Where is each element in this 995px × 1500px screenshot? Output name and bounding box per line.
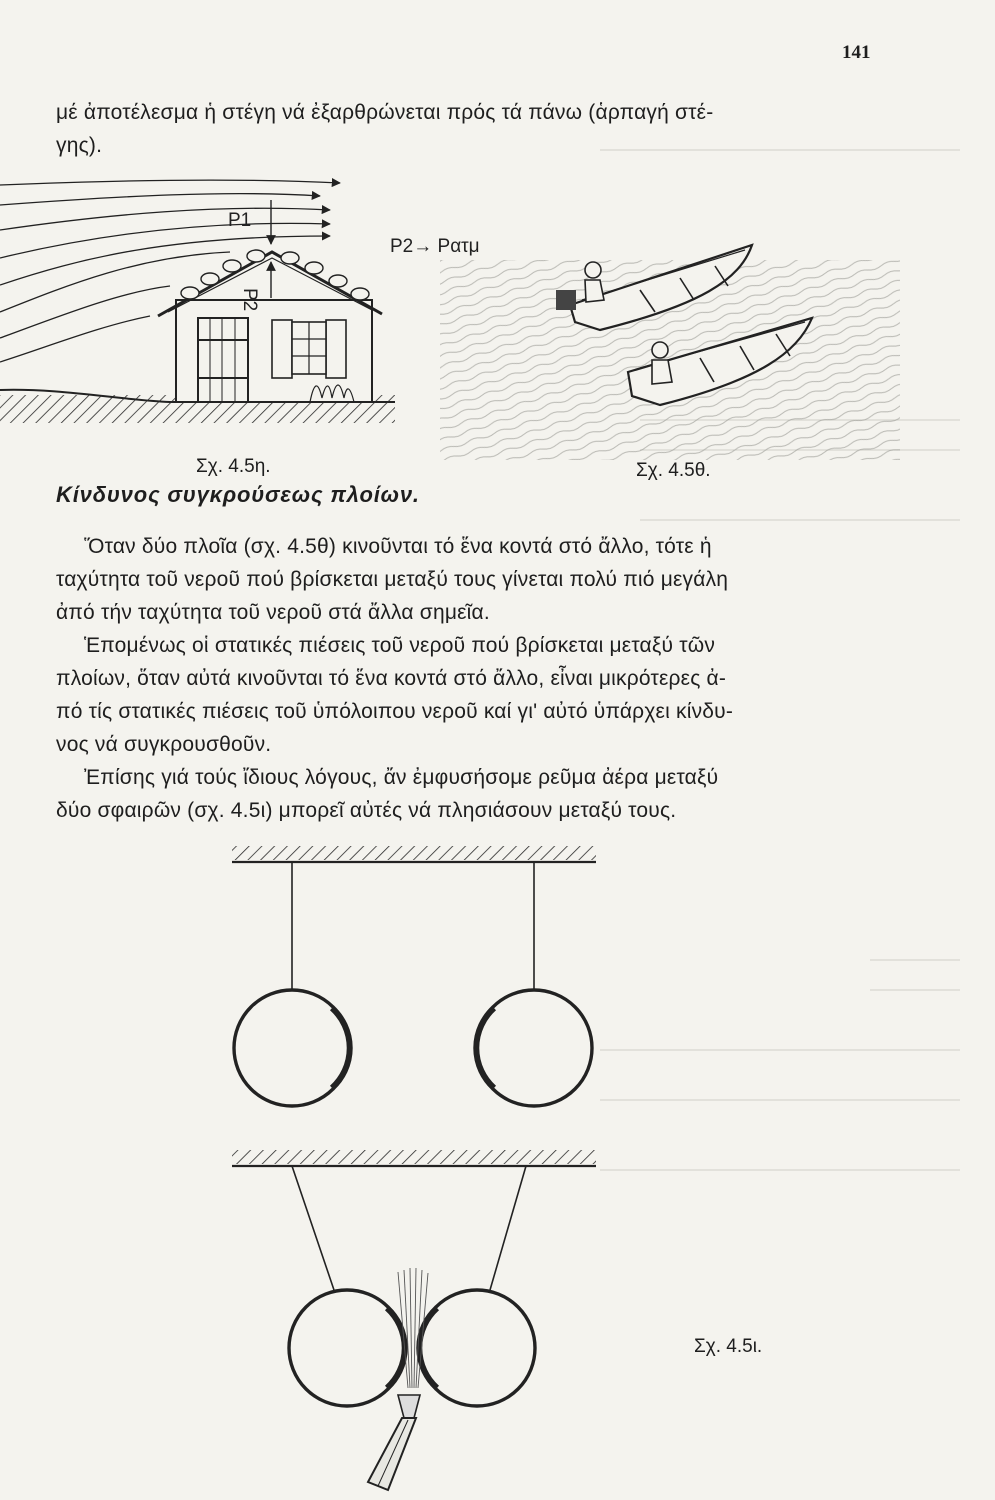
section-title: Κίνδυνος συγκρούσεως πλοίων. xyxy=(56,482,420,507)
sphere-bottom-left xyxy=(289,1290,405,1406)
body-line-2: ταχύτητα τοῦ νεροῦ πού βρίσκεται μεταξύ τους γίνεται πολύ πιό μεγάλη xyxy=(56,568,729,591)
sphere-top-left xyxy=(234,990,350,1106)
intro-line-1: μέ ἀποτέλεσμα ἡ στέγη νά ἐξαρθρώνεται πρός τά πάνω (ἁρπαγή στέ- xyxy=(56,101,714,124)
body-line-1: Ὅταν δύο πλοῖα (σχ. 4.5θ) κινοῦνται τό ἕνα κοντά στό ἄλλο, τότε ἡ xyxy=(84,535,712,558)
body-line-8: Ἐπίσης γιά τούς ἴδιους λόγους, ἄν ἐμφυσήσομε ρεῦμα ἀέρα μεταξύ xyxy=(84,766,719,789)
body-line-5: πλοίων, ὅταν αὐτά κινοῦνται τό ἕνα κοντά στό ἄλλο, εἶναι μικρότερες ἀ- xyxy=(56,667,727,690)
label-p2: P2 xyxy=(239,288,260,312)
house-figure xyxy=(0,180,480,423)
sphere-bottom-right xyxy=(419,1290,535,1406)
body-line-6: πό τίς στατικές πιέσεις τοῦ ὑπόλοιπου νεροῦ καί γι' αὐτό ὑπάρχει κίνδυ- xyxy=(56,700,734,723)
sphere-top-right xyxy=(476,990,592,1106)
body-line-9: δύο σφαιρῶν (σχ. 4.5ι) μπορεῖ αὐτές νά πλησιάσουν μεταξύ τους. xyxy=(56,799,677,822)
body-text xyxy=(56,530,886,827)
intro-line-2: γης). xyxy=(56,134,103,157)
page-number: 141 xyxy=(842,42,871,63)
label-p2-patm: P2→ Pατμ xyxy=(390,236,480,257)
caption-fig-4-5-theta: Σχ. 4.5θ. xyxy=(636,460,711,481)
boats-figure xyxy=(440,245,900,460)
caption-fig-4-5-eta: Σχ. 4.5η. xyxy=(196,456,271,477)
body-line-4: Ἑπομένως οἱ στατικές πιέσεις τοῦ νεροῦ πού βρίσκεται μεταξύ τῶν xyxy=(84,634,716,657)
body-line-7: νος νά συγκρουσθοῦν. xyxy=(56,733,272,756)
label-p1: P1 xyxy=(228,210,252,231)
blow-nozzle-icon xyxy=(368,1395,420,1490)
caption-fig-4-5-iota: Σχ. 4.5ι. xyxy=(694,1336,763,1357)
spheres-figure xyxy=(232,846,596,1490)
body-line-3: ἀπό τήν ταχύτητα τοῦ νεροῦ στά ἄλλα σημεῖα. xyxy=(56,601,490,624)
